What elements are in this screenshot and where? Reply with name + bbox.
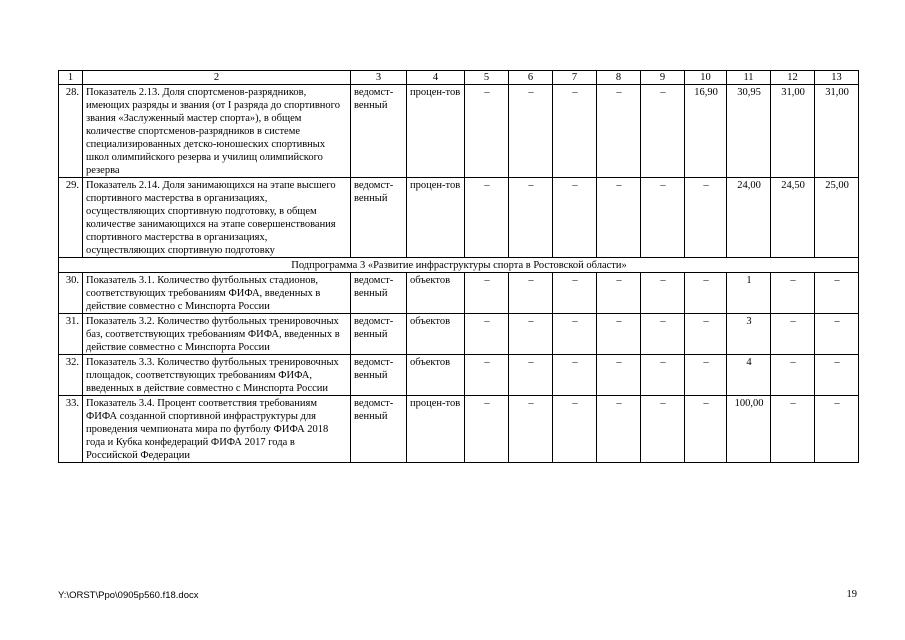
column-number-3: 3	[351, 71, 407, 85]
indicator-name: Показатель 3.2. Количество футбольных тренировочных баз, соответствующих требованиям ФИФА, введенных в действие совместно с Минспорта России	[83, 314, 351, 355]
value-cell: –	[815, 355, 859, 396]
row-number: 33.	[59, 396, 83, 463]
column-number-4: 4	[407, 71, 465, 85]
value-cell: –	[685, 396, 727, 463]
value-cell: –	[597, 273, 641, 314]
value-cell: –	[509, 314, 553, 355]
value-cell: 31,00	[815, 85, 859, 178]
value-cell: –	[771, 273, 815, 314]
value-cell: –	[465, 85, 509, 178]
indicators-table-wrapper	[58, 70, 858, 463]
indicator-type: ведомст-венный	[351, 314, 407, 355]
column-number-8: 8	[597, 71, 641, 85]
indicator-name: Показатель 3.1. Количество футбольных стадионов, соответствующих требованиям ФИФА, введенных в действие совместно с Минспорта России	[83, 273, 351, 314]
value-cell: 24,00	[727, 178, 771, 258]
column-number-11: 11	[727, 71, 771, 85]
column-number-12: 12	[771, 71, 815, 85]
value-cell: –	[597, 85, 641, 178]
column-number-13: 13	[815, 71, 859, 85]
value-cell: –	[641, 314, 685, 355]
value-cell: 31,00	[771, 85, 815, 178]
row-number: 32.	[59, 355, 83, 396]
value-cell: –	[641, 85, 685, 178]
unit-of-measure: объектов	[407, 314, 465, 355]
column-number-10: 10	[685, 71, 727, 85]
value-cell: –	[553, 178, 597, 258]
column-number-6: 6	[509, 71, 553, 85]
unit-of-measure: процен-тов	[407, 396, 465, 463]
indicators-table	[58, 70, 859, 463]
table-body	[59, 71, 859, 463]
value-cell: –	[685, 355, 727, 396]
value-cell: –	[685, 314, 727, 355]
value-cell: –	[465, 273, 509, 314]
table-row	[59, 273, 859, 314]
value-cell: –	[597, 396, 641, 463]
value-cell: –	[771, 396, 815, 463]
value-cell: –	[641, 355, 685, 396]
value-cell: 30,95	[727, 85, 771, 178]
table-row	[59, 355, 859, 396]
table-row	[59, 178, 859, 258]
subprogram-row	[59, 258, 859, 273]
value-cell: –	[465, 355, 509, 396]
value-cell: –	[771, 314, 815, 355]
indicator-name: Показатель 2.14. Доля занимающихся на этапе высшего спортивного мастерства в организациях, осуществляющих спортивную подготовку, в общем количестве занимающихся на этапе совершенствования спортивного мастерства в организациях, осуществляющих спортивную подготовку	[83, 178, 351, 258]
indicator-type: ведомст-венный	[351, 85, 407, 178]
indicator-name: Показатель 3.4. Процент соответствия требованиям ФИФА созданной спортивной инфраструктуры для проведения чемпионата мира по футболу ФИФА 2018 года и Кубка конфедераций ФИФА 2017 года в Российской Федерации	[83, 396, 351, 463]
value-cell: 3	[727, 314, 771, 355]
subprogram-title: Подпрограмма 3 «Развитие инфраструктуры спорта в Ростовской области»	[59, 258, 859, 273]
unit-of-measure: процен-тов	[407, 178, 465, 258]
value-cell: –	[815, 273, 859, 314]
table-row	[59, 396, 859, 463]
unit-of-measure: объектов	[407, 355, 465, 396]
value-cell: –	[597, 178, 641, 258]
unit-of-measure: процен-тов	[407, 85, 465, 178]
indicator-type: ведомст-венный	[351, 355, 407, 396]
value-cell: –	[641, 178, 685, 258]
row-number: 31.	[59, 314, 83, 355]
indicator-name: Показатель 2.13. Доля спортсменов-разрядников, имеющих разряды и звания (от I разряда до спортивного звания «Заслуженный мастер спорта»), в общем количестве спортсменов-разрядников в системе специализированных детско-юношеских спортивных школ олимпийского резерва и училищ олимпийского резерва	[83, 85, 351, 178]
file-path: Y:\ORST\Ppo\0905p560.f18.docx	[58, 590, 199, 601]
value-cell: –	[685, 273, 727, 314]
value-cell: –	[553, 85, 597, 178]
value-cell: –	[641, 396, 685, 463]
value-cell: –	[553, 314, 597, 355]
value-cell: 25,00	[815, 178, 859, 258]
value-cell: –	[771, 355, 815, 396]
value-cell: –	[553, 355, 597, 396]
value-cell: –	[509, 178, 553, 258]
column-number-7: 7	[553, 71, 597, 85]
row-number: 28.	[59, 85, 83, 178]
value-cell: –	[553, 396, 597, 463]
value-cell: –	[465, 396, 509, 463]
value-cell: –	[465, 314, 509, 355]
row-number: 29.	[59, 178, 83, 258]
value-cell: 4	[727, 355, 771, 396]
value-cell: –	[509, 355, 553, 396]
value-cell: 24,50	[771, 178, 815, 258]
row-number: 30.	[59, 273, 83, 314]
value-cell: –	[509, 396, 553, 463]
value-cell: –	[597, 355, 641, 396]
table-row	[59, 314, 859, 355]
value-cell: –	[553, 273, 597, 314]
value-cell: 100,00	[727, 396, 771, 463]
value-cell: –	[465, 178, 509, 258]
table-row	[59, 85, 859, 178]
value-cell: 16,90	[685, 85, 727, 178]
value-cell: –	[509, 273, 553, 314]
unit-of-measure: объектов	[407, 273, 465, 314]
page-number: 19	[846, 589, 857, 600]
indicator-type: ведомст-венный	[351, 178, 407, 258]
indicator-type: ведомст-венный	[351, 273, 407, 314]
column-number-5: 5	[465, 71, 509, 85]
column-number-9: 9	[641, 71, 685, 85]
indicator-name: Показатель 3.3. Количество футбольных тренировочных площадок, соответствующих требованиям ФИФА, введенных в действие совместно с Минспорта России	[83, 355, 351, 396]
value-cell: –	[815, 314, 859, 355]
column-number-row	[59, 71, 859, 85]
column-number-1: 1	[59, 71, 83, 85]
value-cell: –	[597, 314, 641, 355]
value-cell: –	[509, 85, 553, 178]
value-cell: –	[685, 178, 727, 258]
value-cell: 1	[727, 273, 771, 314]
column-number-2: 2	[83, 71, 351, 85]
indicator-type: ведомст-венный	[351, 396, 407, 463]
value-cell: –	[641, 273, 685, 314]
value-cell: –	[815, 396, 859, 463]
